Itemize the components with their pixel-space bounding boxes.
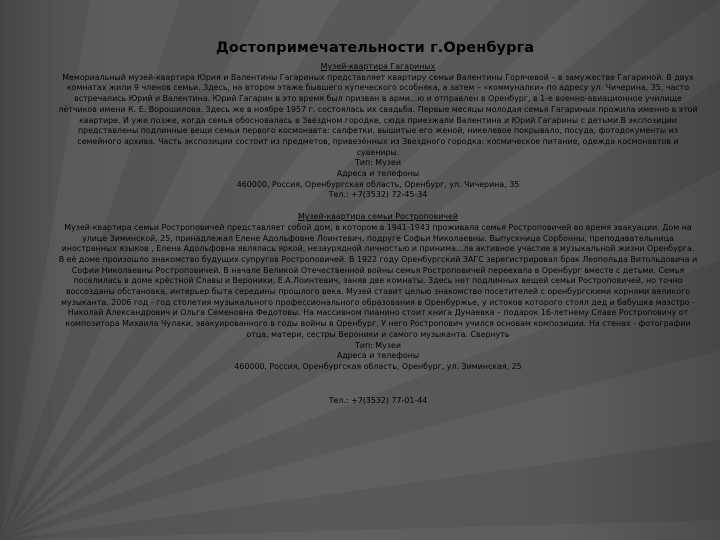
spacer — [58, 373, 698, 396]
section-heading-gagarin[interactable]: Музей-квартира Гагариных — [320, 62, 436, 71]
section-phone: Тел.: +7(3532) 72-45-34 — [328, 190, 428, 200]
section-address: 460000, Россия, Оренбургская область, Оренбург, ул. Зиминская, 25 — [234, 361, 522, 371]
section-description: Музей-квартира семьи Ростроповичей представляет собой дом, в котором в 1941-1943 проживала семья Ростроповичей во время эвакуации. Дом на улице Зиминской, 25, принадлежал Елене Адольфовне Лоинтевич, подруге Софьи Николаевны. Выпускница Сорбонны, преподавательница иностранных языков , Елена Адольфовна являлась яркой, незаурядной личностью и принима...ла активное участие в музыкальной жизни Оренбурга. В её доме произошло знакомство будущих супругов Ростроповичей. В 1922 году Оренбургский ЗАГС зарегистрировал брак Леопольда Витольдовича и Софии Николаевны Ростроповичей. В начале Великой Отечественной войны семья Ростроповичей переехала в Оренбург вместе с детьми. Семья поселилась в доме крёстной Славы и Вероники, Е.А.Лоинтевич, заняв две комнаты. Здесь нет подлинных вещей семьи Ростроповичей, но точно воссозданы обстановка, интерьер быта середины прошлого века. Музей ставит целью знакомство посетителей с оренбургскими корнями великого музыканта. 2006 год - год столетия музыкального профессионального образования в Оренбуржье, у истоков которого стоял дед и бабушка маэстро - Николай Александрович и Ольга Семеновна Федотовы. На массивном пианино стоит книга Дунаевка – подарок 16-летнему Славе Ростроповичу от композитора Михаила Чулаки, эвакуированного в годы войны в Оренбург. У него Ростропович учился основам композиции. На стенах - фотографии отца, матери, сестры Вероники и самого музыканта. Свернуть — [58, 222, 698, 339]
section-address: 460000, Россия, Оренбургская область, Оренбург, ул. Чичерина, 35 — [236, 179, 520, 189]
section-heading-rostropovich[interactable]: Музей-квартира семьи Ростроповичей — [297, 212, 459, 222]
section-description: Мемориальный музей-квартира Юрия и Валентины Гагариных представляет квартиру семьи Валентины Горячевой – в замужестве Гагариной. В двух комнатах жили 9 членов семьи. Здесь, на втором этаже бывшего купеческого особняка, а затем – «коммуналки» по адресу ул. Чичерина, 35, часто встречались Юрий и Валентина. Юрий Гагарин в это время был призван в арми...ю и отправлен в Оренбург, в 1-е военно-авиационное училище лётчиков имени К. Е. Ворошилова. Здесь же в ноябре 1957 г. состоялась их свадьба. Первые месяцы молодая семья Гагариных прожила именно в этой квартире. И уже позже, когда семья обосновалась в Звёздном городке, сюда приезжали Валентина и Юрий Гагарины с детьми.В экспозиции представлены подлинные вещи семьи первого космонавта: салфетки, вышитые его женой, никелевое покрывало, посуда, фотодокументы из семейного архива. Часть экспозиции состоит из предметов, привезённых из Звездного городка: космическое питание, одежда космонавтов и сувениры. — [58, 72, 698, 157]
section-phone: Тел.: +7(3532) 77-01-44 — [328, 395, 428, 405]
section-type: Тип: Музеи — [355, 340, 401, 350]
page-title: Достопримечательности г.Оренбурга — [215, 40, 535, 56]
contacts-label: Адреса и телефоны — [336, 169, 420, 179]
spacer — [58, 201, 698, 212]
contacts-label: Адреса и телефоны — [336, 351, 420, 361]
section-type: Тип: Музеи — [355, 158, 401, 168]
content-body — [58, 62, 698, 532]
